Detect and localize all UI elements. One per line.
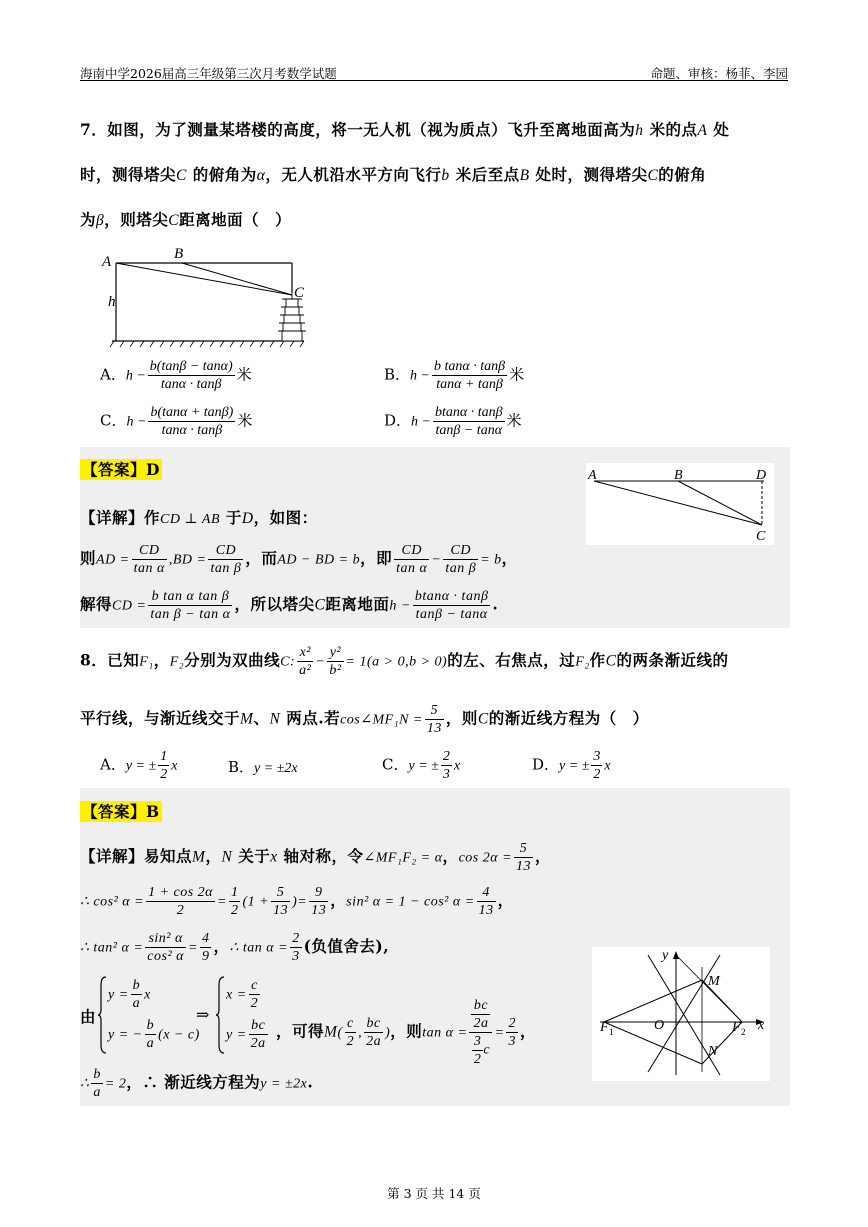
fig-label-b: B bbox=[174, 246, 184, 262]
q8-option-c[interactable]: C．y = ± $\frac{2}{3}$ x bbox=[382, 749, 461, 782]
svg-text:O: O bbox=[654, 1018, 665, 1033]
svg-text:F: F bbox=[732, 1020, 741, 1035]
svg-text:B: B bbox=[674, 468, 683, 483]
q7-line3: 为β，则塔尖C距离地面（ ） bbox=[80, 210, 292, 229]
q7-option-a[interactable]: A．h − $\frac{b(\tan\beta - \tan\alpha)}{\tan\alpha \cdot \tan\beta}$ 米 bbox=[100, 359, 252, 392]
header-right: 命题、审核：杨菲、李园 bbox=[650, 66, 788, 81]
q7-detail-line2: 则AD = $\frac{CD}{\text{tan α}}$ ,BD = $\frac{CD}{\text{tan β}}$ ，而AD − BD = b，即 $\frac{CD}{\text{tan α}}$ − $\frac{CD}{\text{tan β}}$ = b， bbox=[80, 543, 518, 576]
q7-answer: 【答案】D bbox=[82, 460, 160, 479]
fig-label-h: h bbox=[108, 294, 116, 310]
q7-option-c[interactable]: C．h − $\frac{b(\tan\alpha + \tan\beta)}{\tan\alpha \cdot \tan\beta}$ 米 bbox=[100, 405, 253, 438]
svg-text:y: y bbox=[662, 948, 669, 963]
q8-detail-line5: ∴ $\frac{b}{a}$ = 2，∴ 渐近线方程为y = ±2x. bbox=[80, 1067, 314, 1100]
svg-text:2: 2 bbox=[741, 1027, 746, 1037]
svg-text:x: x bbox=[758, 1018, 765, 1033]
left-brace-icon-2 bbox=[216, 975, 226, 1055]
q7-detail-line1: 【详解】作CD ⊥ AB 于D，如图： bbox=[80, 508, 318, 527]
q7-line2: 时，测得塔尖C 的俯角为α，无人机沿水平方向飞行b 米后至点B 处时，测得塔尖C的俯角 bbox=[80, 165, 707, 184]
svg-text:A: A bbox=[588, 468, 597, 483]
svg-text:F: F bbox=[600, 1020, 609, 1035]
left-brace-icon bbox=[98, 975, 108, 1055]
svg-text:1: 1 bbox=[609, 1027, 614, 1037]
q8-hyperbola-figure bbox=[592, 947, 770, 1081]
page-number: 第 3 页 共 14 页 bbox=[387, 1186, 481, 1201]
svg-text:M: M bbox=[708, 974, 720, 989]
q8-line1: 8．已知F₁，F₂分别为双曲线C: $\frac{\text{x²}}{\text{a²}}$ − $\frac{\text{y²}}{\text{b²}}$ = 1(a > 0,b > 0)的左、右焦点，过F₂作C的两条渐近线的 bbox=[80, 645, 729, 678]
q8-detail-line3: ∴ tan² α = $\frac{\text{sin² α}}{\text{cos² α}}$ = $\frac{4}{9}$ ，∴ tan α = $\frac{2}{3}$ (负值舍去), bbox=[80, 931, 390, 964]
svg-text:C: C bbox=[756, 529, 766, 544]
q8-detail-line1: 【详解】易知点M，N 关于x 轴对称，令∠MF₁F₂ = α，cos 2α = $\frac{5}{13}$ ， bbox=[80, 841, 552, 874]
q7-detail-line3: 解得CD = $\frac{\text{b tan α tan β}}{\text{tan β − tan α}}$ ，所以塔尖C距离地面h − $\frac{btan\alpha \cdot \tan\beta}{\tan\beta - \tan\alpha}$ . bbox=[80, 589, 499, 622]
q8-detail-line2: ∴ cos² α = $\frac{1 + \cos 2\alpha}{2}$ = $\frac{1}{2}$ (1 + $\frac{5}{13}$ )= $\frac{9}{13}$ ，sin² α = 1 − cos² α = $\frac{4}{13}$ ， bbox=[80, 885, 514, 918]
q8-answer: 【答案】B bbox=[82, 802, 160, 821]
q8-option-a[interactable]: A．y = ± $\frac{1}{2}$ x bbox=[100, 749, 178, 782]
q7-tower-figure bbox=[98, 243, 314, 353]
svg-text:D: D bbox=[756, 468, 767, 483]
header-rule bbox=[80, 80, 788, 81]
header-left: 海南中学2026届高三年级第三次月考数学试题 bbox=[80, 66, 337, 81]
q7-option-d[interactable]: D．h − $\frac{btan\alpha \cdot \tan\beta}{\tan\beta - \tan\alpha}$ 米 bbox=[384, 405, 522, 438]
q8-option-d[interactable]: D．y = ± $\frac{3}{2}$ x bbox=[532, 749, 611, 782]
fig-label-c: C bbox=[294, 285, 305, 301]
q8-option-b[interactable]: B．y = ±2x bbox=[228, 758, 298, 776]
svg-text:N: N bbox=[708, 1044, 718, 1059]
q7-solution-figure bbox=[586, 463, 774, 545]
q8-line2: 平行线，与渐近线交于M、N 两点.若cos∠MF₁N = $\frac{5}{13}$ ，则C的渐近线方程为（ ） bbox=[80, 703, 649, 736]
q7-option-b[interactable]: B．h − $\frac{\text{b tanα · tanβ}}{\tan\alpha + \tan\beta}$ 米 bbox=[384, 359, 525, 392]
fig-label-a: A bbox=[102, 254, 112, 270]
q7-line1: 7．如图，为了测量某塔楼的高度，将一无人机（视为质点）飞升至离地面高为h 米的点A 处 bbox=[80, 120, 730, 139]
